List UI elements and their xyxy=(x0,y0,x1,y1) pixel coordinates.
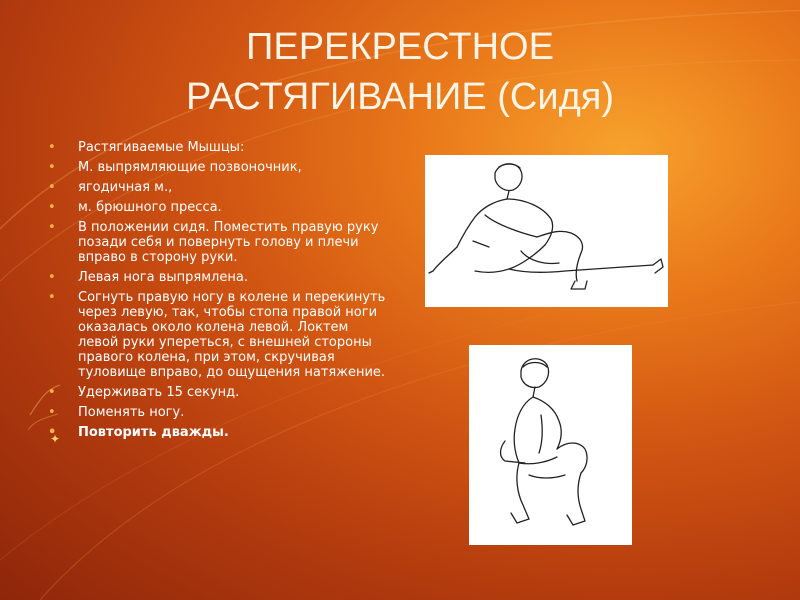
bullet-item-emphasis: • Повторить дважды. xyxy=(48,425,388,440)
bullet-item: • ягодичная м., xyxy=(48,180,388,195)
bullet-item: • Поменять ногу. xyxy=(48,405,388,420)
bullet-item: • Согнуть правую ногу в колене и перекинуть через левую, так, чтобы стопа правой ноги оказалась около колена левой. Локтем левой руки упереться, с внешней стороны правого колена, при этом, скручивая туловище вправо, до ощущения натяжение. xyxy=(48,290,388,380)
bullet-item: • Удерживать 15 секунд. xyxy=(48,385,388,400)
bullet-item: • В положении сидя. Поместить правую руку позади себя и повернуть голову и плечи вправо в сторону руки. xyxy=(48,220,388,265)
seated-stretch-figure-icon xyxy=(425,155,668,307)
seated-stretch-figure-icon xyxy=(469,345,632,545)
illustration-seated-twist-side xyxy=(425,155,668,307)
slide-title xyxy=(120,22,680,122)
title-line-1: ПЕРЕКРЕСТНОЕ xyxy=(246,26,554,68)
bullet-item: • Левая нога выпрямлена. xyxy=(48,270,388,285)
instruction-bullet-list xyxy=(48,140,388,445)
bullet-item: • Растягиваемые Мышцы: xyxy=(48,140,388,155)
spark-decoration-icon: ✦ xyxy=(50,432,61,446)
bullet-item: • м. брюшного пресса. xyxy=(48,200,388,215)
illustration-seated-twist-back xyxy=(469,345,632,545)
title-line-2: РАСТЯГИВАНИЕ (Сидя) xyxy=(185,76,615,118)
bullet-item: • М. выпрямляющие позвоночник, xyxy=(48,160,388,175)
